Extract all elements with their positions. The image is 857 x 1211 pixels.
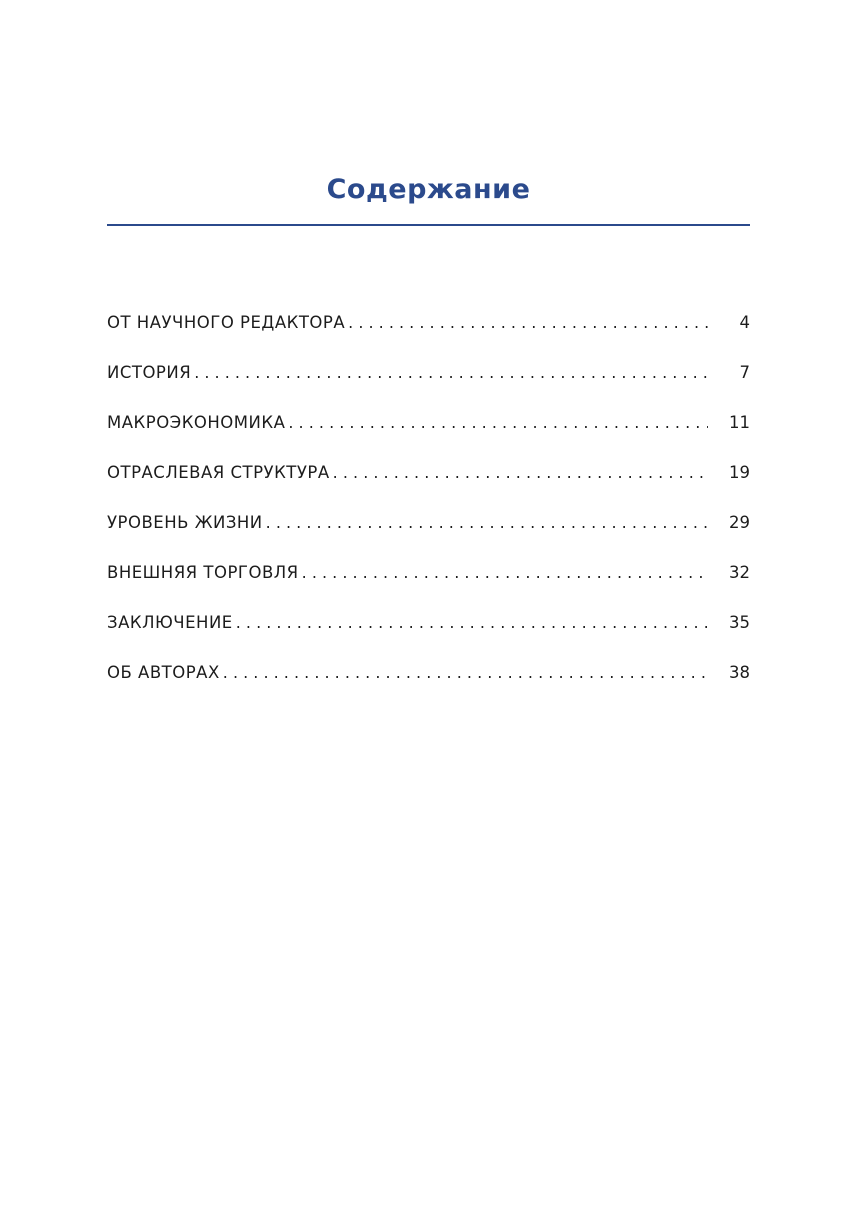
toc-entry[interactable] [107,310,750,360]
toc-page-number: 19 [729,463,750,482]
toc-dot-leader [285,410,708,436]
title-divider [107,224,750,226]
toc-entry[interactable] [107,610,750,660]
toc-page-number: 4 [739,313,750,332]
table-of-contents [107,310,750,710]
toc-dot-leader [263,510,708,536]
toc-entry-label: ЗАКЛЮЧЕНИЕ [107,613,233,632]
toc-entry[interactable] [107,410,750,460]
toc-dot-leader [220,660,708,686]
toc-entry[interactable] [107,460,750,510]
toc-entry[interactable] [107,510,750,560]
toc-entry[interactable] [107,660,750,710]
toc-dot-leader [330,460,708,486]
toc-page-number: 29 [729,513,750,532]
toc-dot-leader [191,360,708,386]
toc-page-number: 11 [729,413,750,432]
toc-entry-label: ВНЕШНЯЯ ТОРГОВЛЯ [107,563,299,582]
toc-entry-label: ИСТОРИЯ [107,363,192,382]
toc-entry-label: ОТРАСЛЕВАЯ СТРУКТУРА [107,463,330,482]
toc-dot-leader [345,310,708,336]
toc-page-number: 35 [729,613,750,632]
page-title: Содержание [326,174,531,205]
toc-entry[interactable] [107,560,750,610]
toc-entry-label: УРОВЕНЬ ЖИЗНИ [107,513,263,532]
toc-page-number: 38 [729,663,750,682]
toc-page-number: 7 [739,363,750,382]
toc-dot-leader [233,610,708,636]
toc-entry[interactable] [107,360,750,410]
toc-dot-leader [299,560,708,586]
toc-entry-label: ОБ АВТОРАХ [107,663,220,682]
toc-entry-label: МАКРОЭКОНОМИКА [107,413,286,432]
toc-entry-label: ОТ НАУЧНОГО РЕДАКТОРА [107,313,346,332]
toc-page-number: 32 [729,563,750,582]
